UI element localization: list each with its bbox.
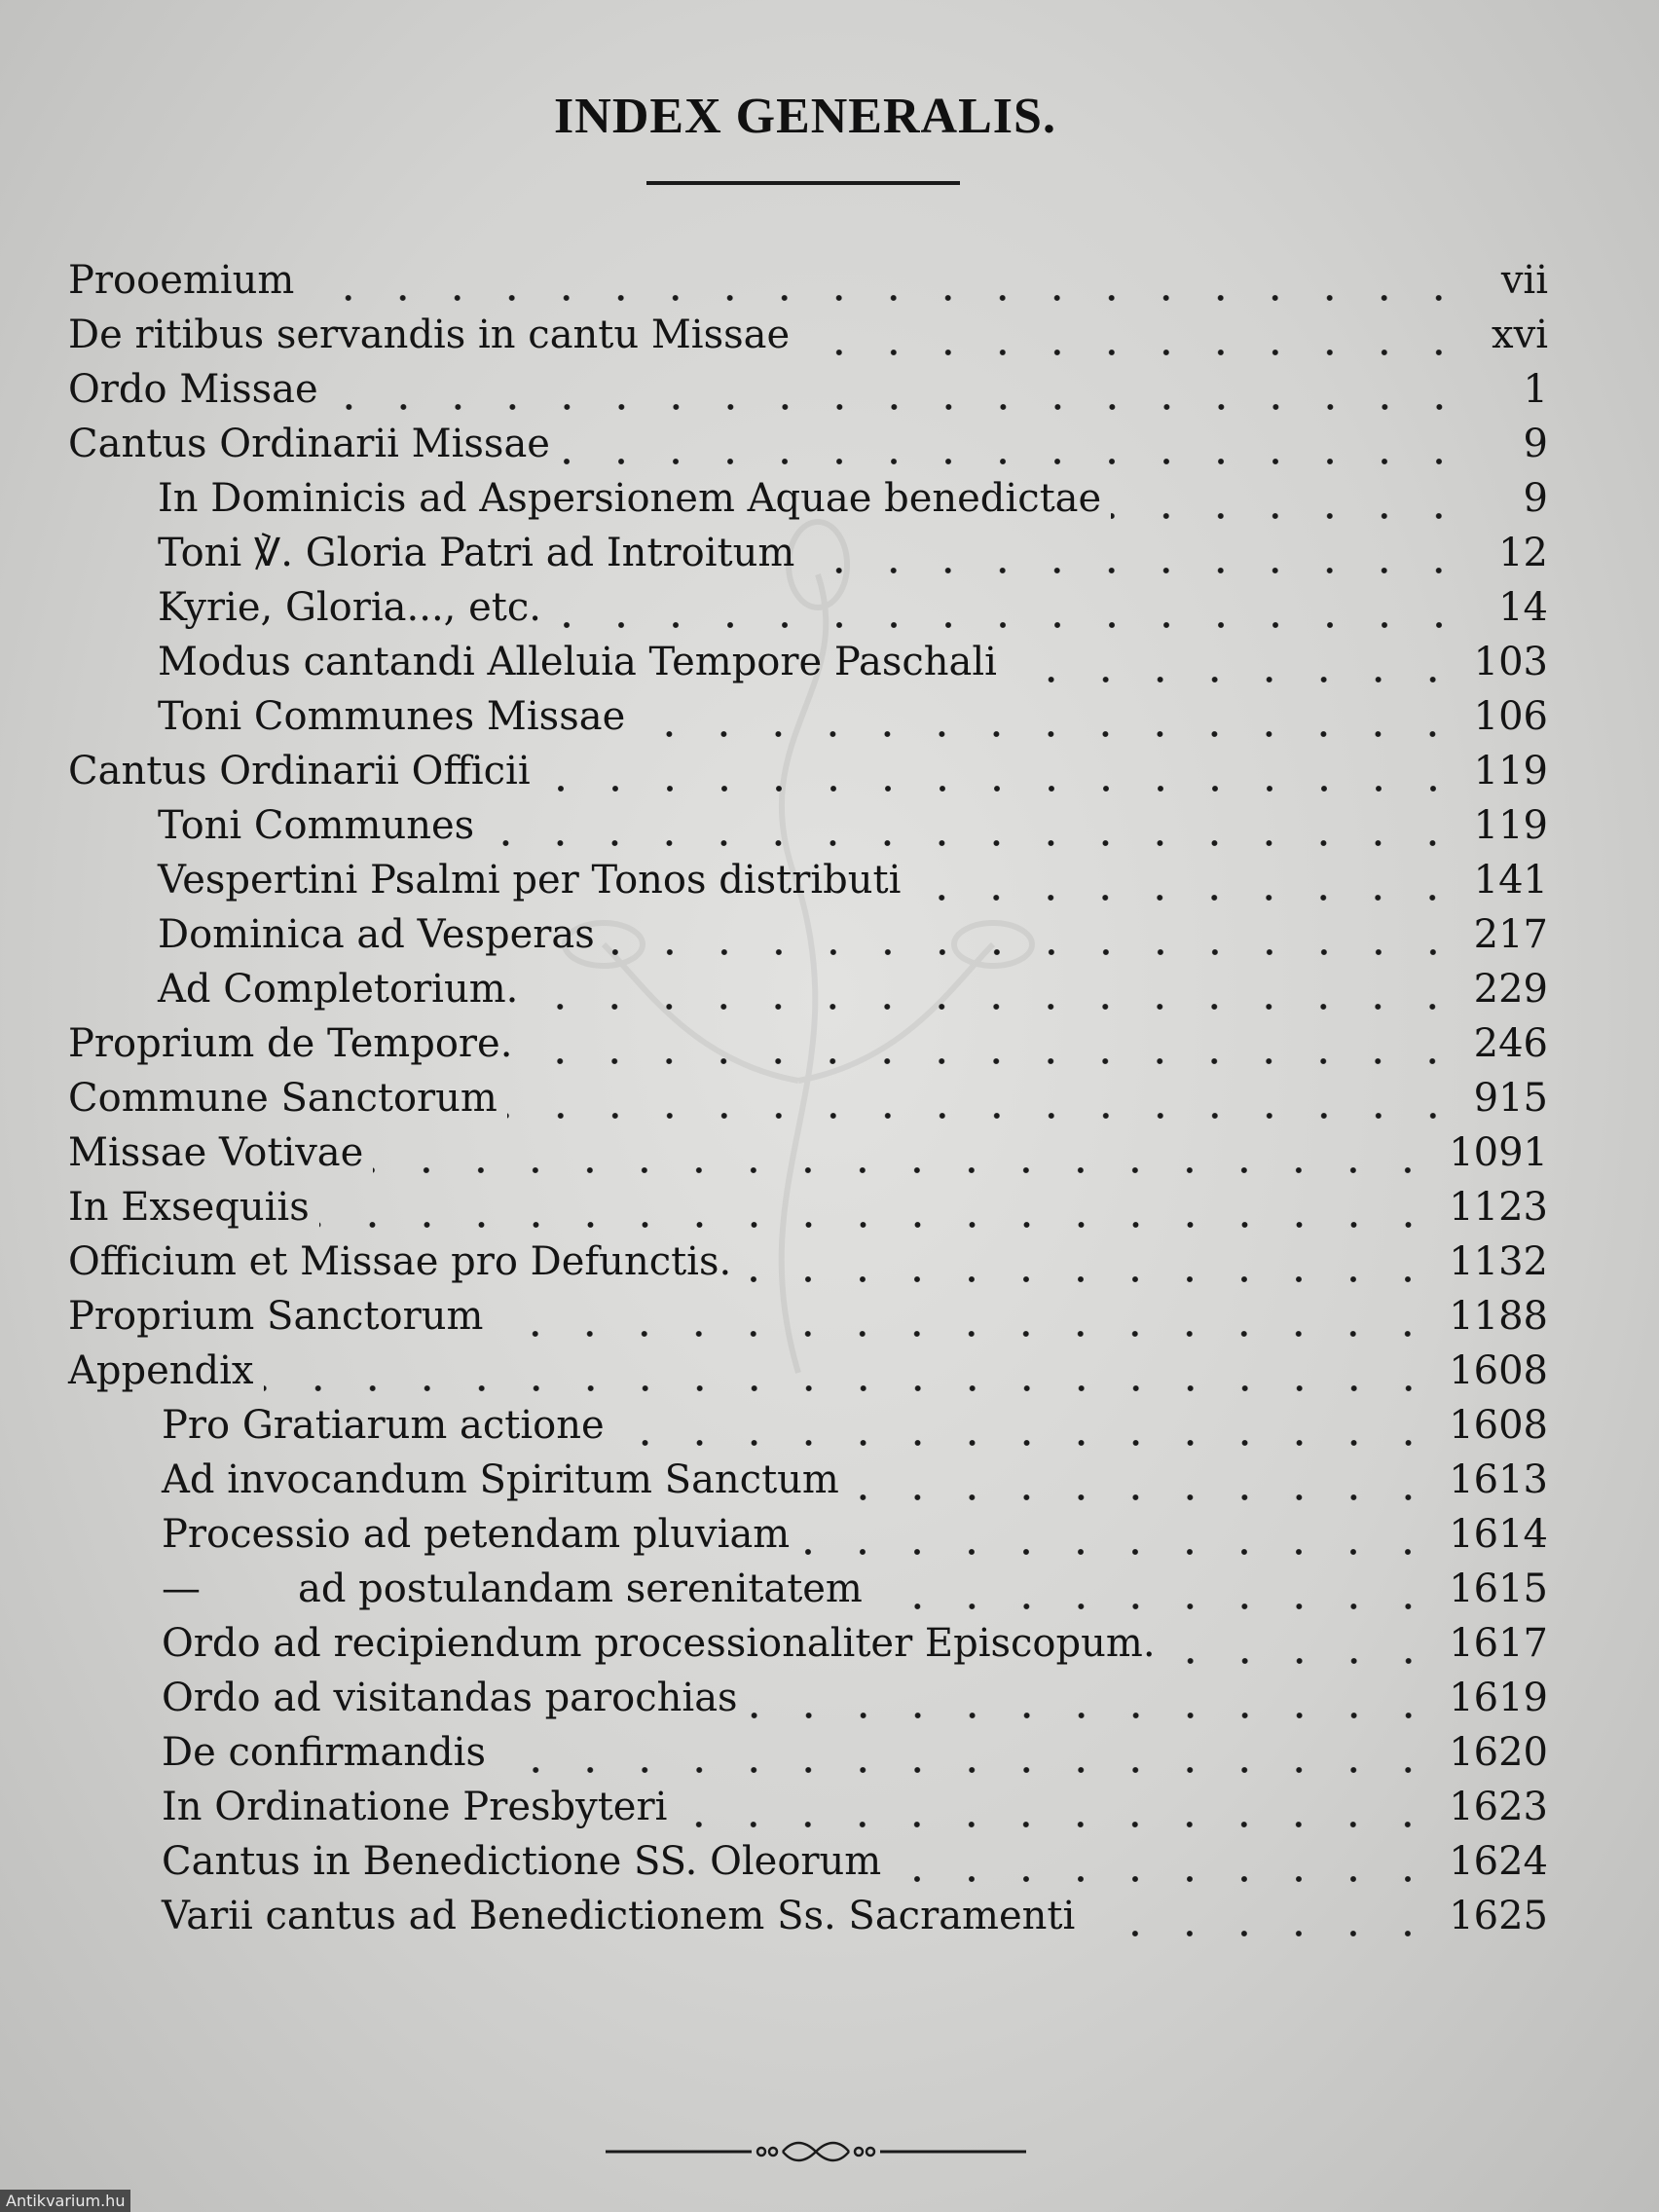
toc-entry <box>68 907 1548 962</box>
toc-entry-label: Appendix <box>68 1348 254 1393</box>
toc-entry-page-number: 246 <box>1473 1021 1548 1066</box>
dot-leader <box>528 962 1463 1016</box>
dot-leader <box>849 1453 1439 1507</box>
toc-entry-page-number: xvi <box>1492 313 1548 357</box>
toc-entry <box>68 1180 1548 1235</box>
toc-entry <box>68 253 1548 308</box>
toc-entry-label: Vespertini Psalmi per Tonos distributi <box>158 858 902 903</box>
dot-leader <box>799 308 1470 362</box>
dot-leader <box>891 1834 1439 1889</box>
toc-entry-label: De ritibus servandis in cantu Missae <box>68 313 791 357</box>
toc-entry-page-number: 1625 <box>1449 1894 1548 1938</box>
toc-entry-page-number: 1 <box>1523 367 1548 412</box>
toc-entry-page-number: 1188 <box>1449 1294 1548 1339</box>
toc-entry-page-number: 217 <box>1473 912 1548 957</box>
dot-leader <box>677 1780 1439 1834</box>
dot-leader <box>872 1562 1439 1616</box>
dot-leader <box>910 853 1463 907</box>
dot-leader <box>1165 1616 1440 1671</box>
toc-entry <box>68 1834 1548 1889</box>
toc-entry <box>68 1671 1548 1725</box>
toc-entry-page-number: 1132 <box>1449 1239 1548 1284</box>
toc-entry <box>68 417 1548 471</box>
toc-entry-label: Proprium de Tempore. <box>68 1021 513 1066</box>
toc-entry <box>68 744 1548 798</box>
dot-leader <box>328 362 1470 417</box>
toc-entry <box>68 1398 1548 1453</box>
dot-leader <box>522 1016 1463 1071</box>
toc-entry-page-number: 1614 <box>1449 1512 1548 1557</box>
toc-entry <box>68 853 1548 907</box>
toc-entry-label: Ordo ad visitandas parochias <box>162 1676 738 1720</box>
dot-leader <box>614 1398 1440 1453</box>
toc-entry <box>68 798 1548 853</box>
toc-entry-page-number: 1623 <box>1449 1785 1548 1829</box>
dot-leader <box>264 1344 1440 1398</box>
dot-leader <box>304 253 1470 308</box>
toc-entry-label: Kyrie, Gloria..., etc. <box>158 585 541 630</box>
toc-entry-label: De confirmandis <box>162 1730 486 1775</box>
toc-entry-page-number: 915 <box>1473 1076 1548 1121</box>
toc-entry-page-number: 12 <box>1498 531 1548 575</box>
table-of-contents <box>68 253 1548 1943</box>
toc-entry-label: Dominica ad Vesperas <box>158 912 595 957</box>
dot-leader <box>507 1071 1464 1125</box>
dot-leader <box>605 907 1464 962</box>
toc-entry <box>68 1562 1548 1616</box>
dot-leader <box>1085 1889 1439 1943</box>
toc-entry-page-number: 1619 <box>1449 1676 1548 1720</box>
toc-entry-text: ad postulandam serenitatem <box>298 1567 863 1611</box>
toc-entry-dash: — <box>162 1567 201 1611</box>
toc-entry-label: Proprium Sanctorum <box>68 1294 484 1339</box>
toc-entry-page-number: 119 <box>1473 803 1548 848</box>
toc-entry <box>68 1616 1548 1671</box>
toc-entry <box>68 635 1548 689</box>
toc-entry-page-number: 229 <box>1473 967 1548 1012</box>
toc-entry <box>68 362 1548 417</box>
toc-entry-page-number: 1608 <box>1449 1348 1548 1393</box>
toc-entry-page-number: 9 <box>1523 422 1548 466</box>
toc-entry-page-number: 1624 <box>1449 1839 1548 1884</box>
dot-leader <box>540 744 1464 798</box>
toc-entry-page-number: 1608 <box>1449 1403 1548 1448</box>
toc-entry-label: In Dominicis ad Aspersionem Aquae benedictae <box>158 476 1102 521</box>
toc-entry-label: Ordo ad recipiendum processionaliter Episcopum. <box>162 1621 1156 1666</box>
toc-entry-label: Toni ℣. Gloria Patri ad Introitum <box>158 531 795 575</box>
toc-entry <box>68 1780 1548 1834</box>
toc-entry <box>68 1289 1548 1344</box>
dot-leader <box>560 417 1470 471</box>
toc-entry-page-number: 14 <box>1498 585 1548 630</box>
dot-leader <box>319 1180 1439 1235</box>
toc-entry-label: Toni Communes <box>158 803 475 848</box>
toc-entry-page-number: 141 <box>1473 858 1548 903</box>
watermark: Antikvarium.hu <box>0 2190 130 2212</box>
toc-entry-page-number: 1615 <box>1449 1567 1548 1611</box>
dot-leader <box>804 526 1470 580</box>
dot-leader <box>373 1125 1439 1180</box>
toc-entry-label: Pro Gratiarum actione <box>162 1403 605 1448</box>
toc-entry-label: Cantus in Benedictione SS. Oleorum <box>162 1839 882 1884</box>
toc-entry-label: Missae Votivae <box>68 1130 364 1175</box>
toc-entry-page-number: 1123 <box>1449 1185 1548 1230</box>
dot-leader <box>741 1235 1439 1289</box>
toc-entry <box>68 1125 1548 1180</box>
bottom-ornament <box>606 2138 1026 2165</box>
page-title: INDEX GENERALIS. <box>554 88 1056 144</box>
toc-entry-page-number: vii <box>1500 258 1548 303</box>
toc-entry-label: Modus cantandi Alleluia Tempore Paschali <box>158 640 997 684</box>
dot-leader <box>551 580 1470 635</box>
toc-entry <box>68 1725 1548 1780</box>
title-rule <box>646 181 960 185</box>
toc-entry-label: Commune Sanctorum <box>68 1076 498 1121</box>
toc-entry <box>68 1453 1548 1507</box>
toc-entry <box>68 308 1548 362</box>
toc-entry-page-number: 103 <box>1473 640 1548 684</box>
toc-entry <box>68 1016 1548 1071</box>
toc-entry-label: In Exsequiis <box>68 1185 310 1230</box>
dot-leader <box>748 1671 1440 1725</box>
toc-entry <box>68 1235 1548 1289</box>
toc-entry-page-number: 1091 <box>1449 1130 1548 1175</box>
toc-entry-label: Varii cantus ad Benedictionem Ss. Sacramenti <box>162 1894 1076 1938</box>
toc-entry-label: Ordo Missae <box>68 367 318 412</box>
toc-entry <box>68 471 1548 526</box>
toc-entry <box>68 1889 1548 1943</box>
dot-leader <box>484 798 1463 853</box>
toc-entry-label: Cantus Ordinarii Missae <box>68 422 550 466</box>
toc-entry-label: Ad invocandum Spiritum Sanctum <box>162 1457 839 1502</box>
toc-entry-page-number: 106 <box>1473 694 1548 739</box>
toc-entry <box>68 1507 1548 1562</box>
toc-entry-label: In Ordinatione Presbyteri <box>162 1785 668 1829</box>
toc-entry-label: Ad Completorium. <box>158 967 519 1012</box>
toc-entry <box>68 962 1548 1016</box>
toc-entry <box>68 580 1548 635</box>
toc-entry-page-number: 9 <box>1523 476 1548 521</box>
dot-leader <box>496 1725 1439 1780</box>
dot-leader <box>799 1507 1439 1562</box>
toc-entry-label: Processio ad petendam pluviam <box>162 1512 791 1557</box>
toc-entry <box>68 1344 1548 1398</box>
toc-entry-label: Toni Communes Missae <box>158 694 626 739</box>
toc-entry-label: Prooemium <box>68 258 295 303</box>
toc-entry-page-number: 119 <box>1473 749 1548 793</box>
toc-entry-page-number: 1617 <box>1449 1621 1548 1666</box>
dot-leader <box>1111 471 1470 526</box>
toc-entry <box>68 526 1548 580</box>
dot-leader <box>1007 635 1464 689</box>
toc-entry-label <box>68 1562 863 1616</box>
dot-leader <box>635 689 1463 744</box>
toc-entry <box>68 1071 1548 1125</box>
toc-entry <box>68 689 1548 744</box>
toc-entry-page-number: 1620 <box>1449 1730 1548 1775</box>
dot-leader <box>493 1289 1439 1344</box>
toc-entry-page-number: 1613 <box>1449 1457 1548 1502</box>
toc-entry-label: Cantus Ordinarii Officii <box>68 749 531 793</box>
toc-entry-label: Officium et Missae pro Defunctis. <box>68 1239 732 1284</box>
